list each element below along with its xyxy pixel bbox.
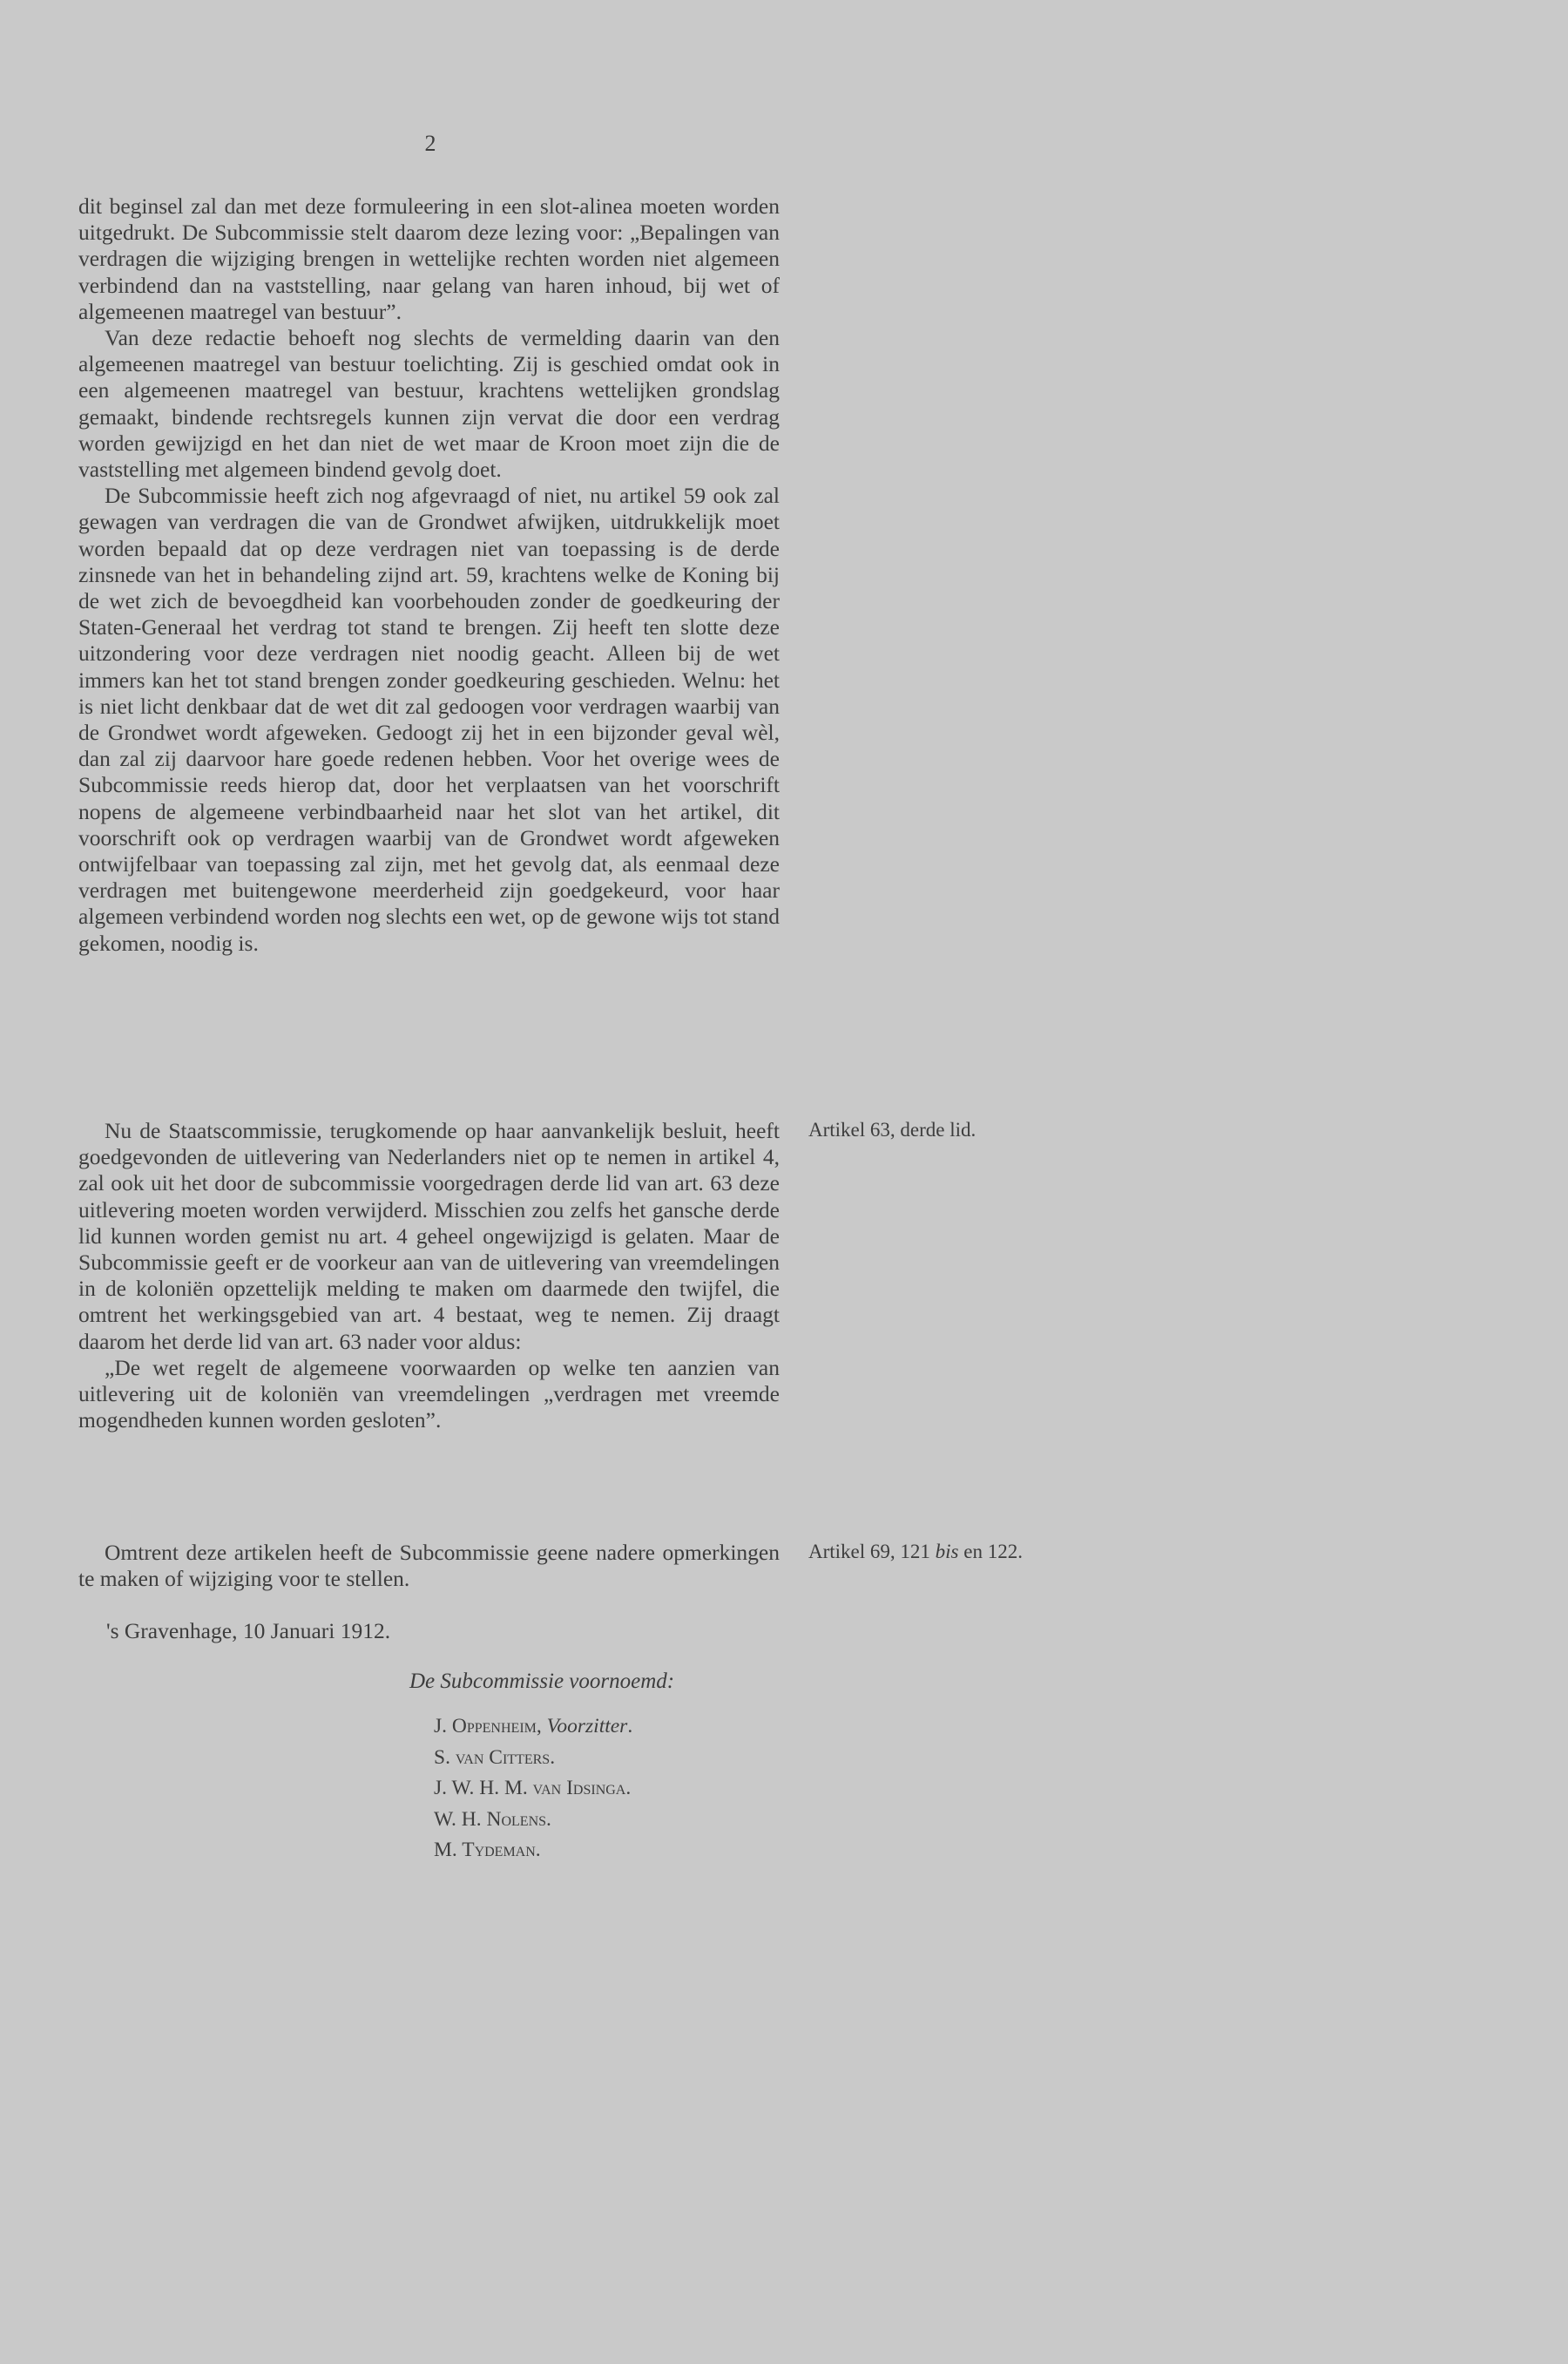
section-3-body <box>78 1540 780 1592</box>
signer: W. H. Nolens. <box>434 1807 551 1831</box>
signer-name: J. W. H. M. van Idsinga <box>434 1777 626 1799</box>
margin-note-suffix: en 122. <box>958 1541 1023 1562</box>
signer: J. Oppenheim, Voorzitter. <box>434 1715 633 1737</box>
section-2-body <box>78 1118 780 1433</box>
signature-heading: De Subcommissie voornoemd: <box>409 1670 675 1693</box>
signer-name: J. Oppenheim <box>434 1715 537 1737</box>
page-number: 2 <box>424 131 436 156</box>
paragraph: Van deze redactie behoeft nog slechts de vermelding daarin van den algemeenen maatregel van bestuur toelichting. Zij is geschied omdat ook in een algemeenen maatregel van bestuur, krachtens wettelijken grondslag gemaakt, bindende rechtsregels kunnen zijn vervat die door een verdrag worden gewijzigd en het dan niet de wet maar de Kroon moet zijn die de vaststelling met algemeen bindend gevolg doet. <box>78 325 780 483</box>
quoted-provision: „De wet regelt de algemeene voorwaarden op welke ten aanzien van uitlevering uit de koloniën van vreemdelingen „verdragen met vreemde mogendheden kunnen worden gesloten”. <box>78 1354 780 1433</box>
margin-note-italic: bis <box>935 1541 959 1562</box>
signer-role: Voorzitter <box>546 1715 628 1737</box>
signer-name: S. van Citters <box>434 1745 551 1769</box>
signer-name: W. H. Nolens <box>434 1807 547 1831</box>
date-line: 's Gravenhage, 10 Januari 1912. <box>106 1618 391 1643</box>
paragraph: Omtrent deze artikelen heeft de Subcommissie geene nadere opmerkingen te maken of wijziging voor te stellen. <box>78 1540 780 1592</box>
margin-note-prefix: Artikel 69, 121 <box>808 1541 936 1562</box>
margin-note-articles-69-121-122 <box>808 1540 1070 1564</box>
signer-name: M. Tydeman <box>434 1839 536 1861</box>
paragraph: Nu de Staatscommissie, terugkomende op haar aanvankelijk besluit, heeft goedgevonden de uitlevering van Nederlanders niet op te nemen in artikel 4, zal ook uit het door de subcommissie voorgedragen derde lid van art. 63 deze uitlevering moeten worden verwijderd. Misschien zou zelfs het gansche derde lid kunnen worden gemist nu art. 4 geheel ongewijzigd is gelaten. Maar de Subcommissie geeft er de voorkeur aan van de uitlevering van vreemdelingen in de koloniën opzettelijk melding te maken om daarmede den twijfel, die omtrent het werkingsgebied van art. 4 bestaat, weg te nemen. Zij draagt daarom het derde lid van art. 63 nader voor aldus: <box>78 1118 780 1354</box>
margin-note-article-63: Artikel 63, derde lid. <box>808 1119 977 1141</box>
paragraph: De Subcommissie heeft zich nog afgevraagd of niet, nu artikel 59 ook zal gewagen van verdragen die van de Grondwet afwijken, uitdrukkelijk moet worden bepaald dat op deze verdragen niet van toepassing is de derde zinsnede van het in behandeling zijnd art. 59, krachtens welke de Koning bij de wet zich de bevoegdheid kan voorbehouden zonder de goedkeuring der Staten-Generaal het verdrag tot stand te brengen. Zij heeft ten slotte deze uitzondering voor deze verdragen niet noodig geacht. Alleen bij de wet immers kan het tot stand brengen zonder goedkeuring geschieden. Welnu: het is niet licht denkbaar dat de wet dit zal gedoogen voor verdragen waarbij van de Grondwet wordt afgeweken. Gedoogt zij het in een bijzonder geval wèl, dan zal zij daarvoor hare goede redenen hebben. Voor het overige wees de Subcommissie reeds hierop dat, door het verplaatsen van het voorschrift nopens de algemeene verbindbaarheid naar het slot van het artikel, dit voorschrift ook op verdragen waarbij van de Grondwet wordt afgeweken ontwijfelbaar van toepassing zal zijn, met het gevolg dat, als eenmaal deze verdragen met buitengewone meerderheid zijn goedgekeurd, voor haar algemeen verbindend worden nog slechts een wet, op de gewone wijs tot stand gekomen, noodig is. <box>78 483 780 956</box>
signers-list <box>434 1711 632 1866</box>
signer: J. W. H. M. van Idsinga. <box>434 1777 632 1799</box>
signer: M. Tydeman. <box>434 1839 541 1861</box>
signer: S. van Citters. <box>434 1745 556 1769</box>
section-1-body <box>78 193 780 957</box>
paragraph: dit beginsel zal dan met deze formuleering in een slot-alinea moeten worden uitgedrukt. De Subcommissie stelt daarom deze lezing voor: „Bepalingen van verdragen die wijziging brengen in wettelijke rechten worden niet algemeen verbindend dan na vaststelling, naar gelang van haren inhoud, bij wet of algemeenen maatregel van bestuur”. <box>78 193 780 324</box>
